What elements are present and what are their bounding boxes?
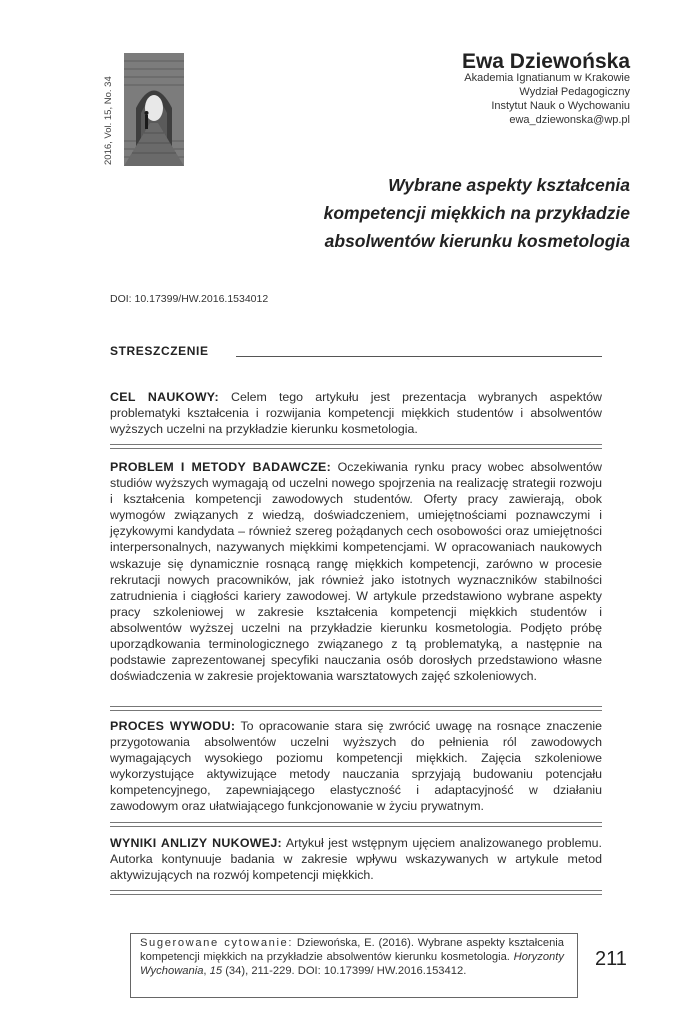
suggested-citation [140,936,564,979]
citation-comma: , [203,965,210,978]
abstract-section-argument [110,718,602,815]
section-label: PROBLEM I METODY BADAWCZE: [110,460,332,474]
abstract-section-problem-methods [110,459,602,684]
article-title-line-2: kompetencji miękkich na przykładzie [323,203,630,223]
author-name: Ewa Dziewońska [461,50,630,73]
section-text: Oczekiwania rynku pracy wobec absolwentów studiów wyższych wymagają od uczelni nowego spojrzenia na realizację strategii rozwoju i kształcenia kompetencji zawodowych studentów. Oferty pracy zawierają, obok wymogów związanych z wiedzą, doświadczeniem, umiejętnościami poznawczymi i językowymi kandydata – również szereg pożądanych cech osobowości oraz umiejętności interpersonalnych, nazywanych miękkimi kompetencjami. W opracowaniach naukowych wskazuje się dynamicznie rosnącą rangę miękkich kompetencji, zarówno w procesie rekrutacji nowych pracowników, jak również jako istotnych wyznaczników stabilności zatrudnienia i ciągłości kariery zawodowej. W artykule przedstawiono wybrane aspekty pracy szkoleniowej w zakresie kształcenia kompetencji miękkich studentów i absolwentów wyższej uczelni na przykładzie kierunku kosmetologia. Podjęto próbę uporządkowania terminologicznego związanego z tą problematyką, a następnie na podstawie zaprezentowanej specyfiki nauczania osób dorosłych przedstawiono własne doświadczenia w zakresie projektowania warsztatowych zajęć szkoleniowych. [110,460,602,684]
section-label: CEL NAUKOWY: [110,390,219,404]
author-affiliation-university: Akademia Ignatianum w Krakowie [464,72,630,84]
section-divider [110,444,602,449]
journal-cover-image [124,53,184,166]
section-label: WYNIKI ANLIZY NUKOWEJ: [110,836,282,850]
section-text: Artykuł jest wstępnym ujęciem analizowanego problemu. Autorka kontynuuje badania w zakresie wpływu wskazywanych w artykule metod aktywizujących na rozwój kompetencji miękkich. [110,836,602,883]
article-doi: DOI: 10.17399/HW.2016.1534012 [110,293,269,305]
article-title-line-1: Wybrane aspekty kształcenia [388,175,630,195]
section-label: PROCES WYWODU: [110,719,236,733]
citation-prefix: Sugerowane cytowanie: [140,937,294,949]
abstract-section-aim [110,389,602,437]
section-text: To opracowanie stara się zwrócić uwagę na rosnące znaczenie przygotowania absolwentów uczelni wyższych do pełnienia ról zawodowych wymagających wysokiego poziomu kompetencji miękkich. Zajęcia szkoleniowe wykorzystujące aktywizujące metody nauczania sprzyjają budowaniu potencjału kompetencyjnego, zapewniającego elastyczność i adaptacyjność w działaniu zawodowym oraz ułatwiającego funkcjonowanie w życiu prywatnym. [110,719,603,814]
page-number: 211 [595,948,627,970]
section-divider [110,706,602,711]
citation-part-1: Dziewońska, E. (2016). Wybrane aspekty kształcenia kompetencji miękkich na przykładzie absolwentów kierunku kosmetologia. [140,937,564,964]
citation-journal: Horyzonty Wychowania [140,951,564,978]
journal-volume-line: 2016, Vol. 15, No. 34 [103,76,114,165]
abstract-heading-rule [236,356,602,357]
article-title-line-3: absolwentów kierunku kosmetologia [324,231,630,251]
section-text: Celem tego artykułu jest prezentacja wybranych aspektów problematyki kształcenia i rozwijania kompetencji miękkich studentów i absolwentów wyższych uczelni na przykładzie kierunku kosmetologia. [110,390,603,437]
author-affiliation-institute: Instytut Nauk o Wychowaniu [491,100,630,112]
tunnel-figure-icon [124,53,184,166]
citation-volume: 15 [209,965,223,978]
abstract-heading: STRESZCZENIE [110,344,209,358]
author-affiliation-faculty: Wydział Pedagogiczny [519,86,630,98]
abstract-section-results [110,835,602,883]
citation-part-2: (34), 211-229. DOI: 10.17399/ HW.2016.153412. [222,965,467,978]
author-email: ewa_dziewonska@wp.pl [509,114,630,126]
section-divider [110,890,602,895]
section-divider [110,822,602,827]
